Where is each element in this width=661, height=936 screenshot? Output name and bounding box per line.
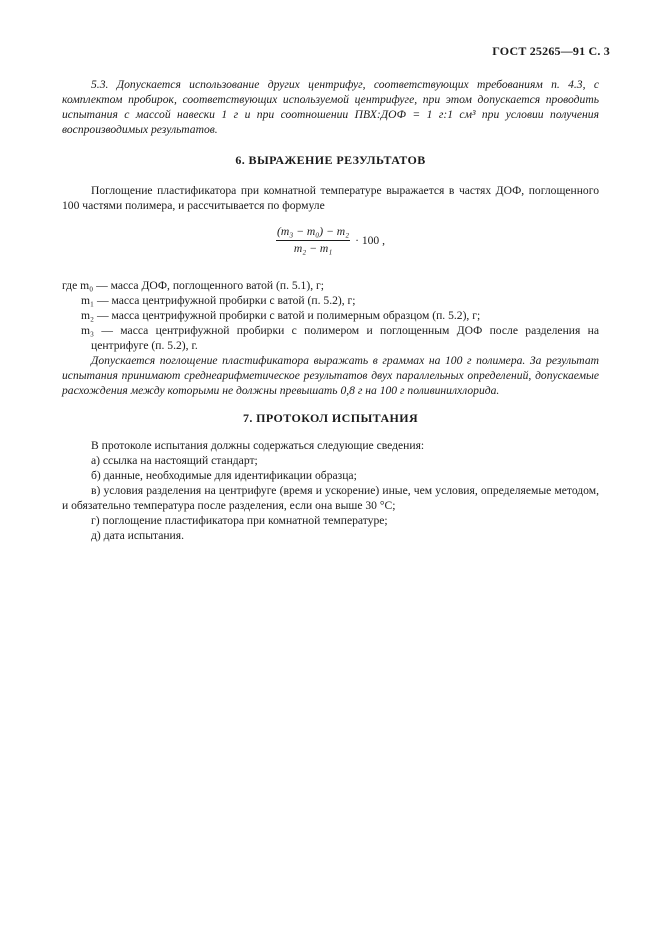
definition-m0: где m₀ — масса ДОФ, поглощенного ватой (п. 5.1), г;	[62, 279, 324, 292]
section-6-title: 6. ВЫРАЖЕНИЕ РЕЗУЛЬТАТОВ	[235, 153, 426, 167]
list-item-a: а) ссылка на настоящий стандарт;	[91, 454, 258, 467]
page-header: ГОСТ 25265—91 С. 3	[492, 44, 610, 58]
formula-numerator: (m₃ − m₀) − m₂	[276, 224, 350, 241]
section-7-intro: В протоколе испытания должны содержаться следующие сведения:	[91, 439, 425, 452]
section-6-note: Допускается поглощение пластификатора выражать в граммах на 100 г полимера. За результат испытания принимают среднеарифметическое результатов двух параллельных определений, допускаемые расхождения между которыми не должны превышать 0,8 г на 100 г поливинилхлорида.	[62, 354, 599, 397]
formula-fraction	[276, 224, 350, 257]
formula-denominator: m₂ − m₁	[293, 242, 333, 255]
list-item-g: г) поглощение пластификатора при комнатной температуре;	[91, 514, 388, 527]
definition-m3: m₃ — масса центрифужной пробирки с полимером и поглощенным ДОФ после разделения на центрифуге (п. 5.2), г.	[81, 324, 599, 352]
page-content	[62, 77, 599, 543]
list-item-v: в) условия разделения на центрифуге (время и ускорение) иные, чем условия, определяемые методом, и обязательно температура после разделения, если она выше 30 °С;	[62, 484, 599, 512]
definition-m1: m₁ — масса центрифужной пробирки с ватой (п. 5.2), г;	[81, 294, 356, 307]
section-6-intro: Поглощение пластификатора при комнатной температуре выражается в частях ДОФ, поглощенного 100 частями полимера, и рассчитывается по формуле	[62, 184, 599, 212]
definition-m2: m₂ — масса центрифужной пробирки с ватой и полимерным образцом (п. 5.2), г;	[81, 309, 481, 322]
list-item-d: д) дата испытания.	[91, 529, 184, 542]
section-7-title: 7. ПРОТОКОЛ ИСПЫТАНИЯ	[242, 411, 419, 425]
formula	[62, 224, 599, 264]
clause-5-3: 5.3. Допускается использование других центрифуг, соответствующих требованиям п. 4.3, с комплектом пробирок, соответствующих используемой центрифуге, при этом допускается проводить испытания с массой навески 1 г и при соотношении ПВХ:ДОФ = 1 г:1 см³ при условии получения воспроизводимых результатов.	[62, 78, 599, 136]
list-item-b: б) данные, необходимые для идентификации образца;	[91, 469, 357, 482]
formula-multiplier: · 100 ,	[355, 234, 386, 247]
